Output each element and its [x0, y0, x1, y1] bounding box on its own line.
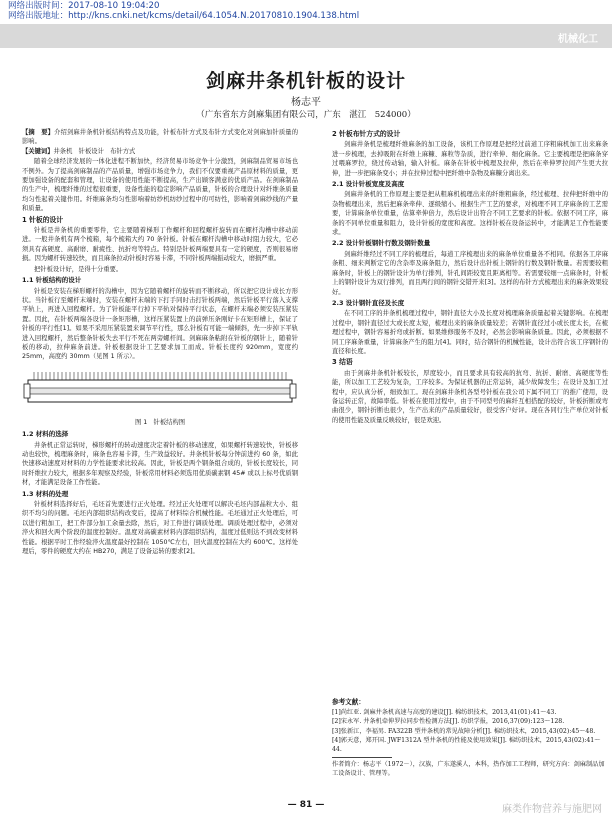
abstract — [22, 128, 298, 156]
reference-item: [2]宋永军. 井条机牵伸罗拉同步性检测方法[J]. 纺织学报，2016,37(09):123～128. — [332, 718, 565, 726]
paragraph: 剑麻井条机是梳理纤维麻条的加工设备，该机工作原理是把经过前道工序粗麻机加工出来麻条进一步梳理，去掉吸附在纤维上麻糠、麻粒等杂质，进行牵伸、细化麻条。它主要梳理是把麻条穿过喂麻罗拉，绕过传动轴，输入针板。麻条在针板中梳理及拉伸，然后在牵伸罗拉间产生更大拉伸，进一步把麻条变小；并在拉伸过程中把纤维中杂物及麻糠分离出来。 — [332, 141, 608, 177]
references — [332, 698, 608, 779]
section-2-heading: 2 针板布针方式的设计 — [332, 130, 401, 138]
paragraph: 针板材料选择好后，毛坯首先要进行正火处理。经过正火处理可以解决毛坯内部晶粒大小、组织不均匀的问题。毛坯内部组织结构改变后，提高了材料综合机械性能。毛坯通过正火处理后，可以进行粗加工，把工件部分加工余量去除，然后，对工件进行调质处理。调质处理过程中，必须对淬火和回火两个阶段的温度控制好。温度对高碳素材料内部组织结构，温度过低则达不到改变材料性能。根据平时工作经验淬火温度最好控制在 1050℃左右，回火温度控制在大约 600℃。这样处理后，零件的硬度大约在 HB270，满足了设备运转的要求[2]。 — [22, 501, 298, 556]
footnote-rule — [332, 757, 392, 758]
section-2-1-heading: 2.1 设计针板宽度及高度 — [332, 180, 405, 189]
reference-item: [4]郭天意，郑开国. JWF1312A 型井条机的性能及使用效果[J]. 棉纺织技术，2015,43(02):41～44. — [332, 736, 601, 754]
reference-item: [3]张新江，李福男. FA322B 型井条机的常见故障分析[J]. 棉纺织技术，2015,43(02):45～48. — [332, 727, 596, 735]
keywords-text: 井条机 针板设计 布针方式 — [53, 147, 136, 155]
paragraph: 井条机正常运转时，梯形螺杆的转动速度决定着针板的移动速度，如果螺杆转速较快，针板移动也较快，梳理麻条时，麻条也容易卡滞，生产效益较好。井条机针板每分钟前进约 60 条，如此快速移动速度对材料的力学性能要求比较高。因此，针板是两个钢条组合成的，针板长度较长，同时纤维拉力较大，根据多年观察及经验，针板常用材料必须选用优质碳素钢 45# 或以上标号优质钢材，才能满足设备工作性能。 — [22, 441, 298, 487]
download-meta — [8, 1, 359, 21]
paragraph: 针板是井条机的重要零件，它主要随着梯形丁作螺杆和回程螺杆旋转而在螺杆沟槽中移动前进。一般井条机有两个梳箱，每个梳箱大约 70 条针板。针板在螺杆沟槽中移动时阻力较大，它必须具有高硬度、高耐磨、耐疲性、抗折弯等特点。特别是针板两端要具有一定的硬度，否则很易磨损。因为螺杆转速较快，而且麻条拉动针板时容易卡滞，不同针板两端振动较大，磨损严重。 — [22, 227, 298, 263]
pub-addr-link[interactable]: http://kns.cnki.net/kcms/detail/64.1054.N.20170810.1904.138.html — [68, 11, 360, 21]
site-watermark: 麻类作物营养与施肥网 — [502, 804, 602, 815]
section-3-heading: 3 结语 — [332, 358, 353, 367]
section-2-3-heading: 2.3 设计钢针直径及长度 — [332, 298, 405, 307]
author-note: 作者简介：杨志平（1972－），汉族，广东遂溪人，本科，热作加工工程师，研究方向：剑麻制品加工设备设计、管理等。 — [332, 761, 605, 778]
needle-plate-drawing — [22, 366, 298, 416]
section-1-heading: 1 针板的设计 — [22, 215, 64, 224]
article-title: 剑麻井条机针板的设计 — [205, 70, 406, 92]
left-column — [22, 128, 298, 816]
paragraph: 剑麻井条机的工作原理主要是把从粗麻机梳理出来的纤维粗麻条，经过梳理、拉伸把纤维中的杂物梳理出来，然后把麻条牵伸、逐级缩小。根据生产工艺的要求，对梳理不同工序麻条的工艺需要，计算麻条单位重量，估算牵伸倍力，然后设计出符合不同工艺要求的针板。依据不同工序，麻条的不同单位重量和阻力，设计针板的宽度和高度。这样针板在设备运转中，才能满足工作性能要求。 — [332, 191, 608, 237]
article-affiliation: （广东省东方剑麻集团有限公司，广东 湛江 524000） — [196, 110, 416, 120]
abstract-text: 介绍剑麻井条机针板结构特点及功能，针板布针方式及布针方式变化对剑麻加针质量的影响。 — [22, 129, 298, 146]
pub-addr-label: 网络出版地址： — [8, 11, 69, 21]
figure-1 — [22, 366, 298, 427]
paragraph: 剑麻纤维经过不同工序的梳理后，每道工序梳理出来的麻条单位重量各不相同。依据各工序麻条粗、细来判断定它的含杂率及麻条阻力，然后设计出针板上钢针的行数及钢针数量。若需要较粗麻条时，针板上的钢针设计为单行排列，针孔间距较宽且距离相等。若需要较细一点麻条时，针板上的钢针设计为双行排列，而且两行间的钢针交错开来[3]。这样的布针方式梳理出来的麻条效果较好。 — [332, 250, 608, 296]
intro-paragraph: 随着全球经济发展的一体化进程不断加快，经济贸易市场竞争十分激烈，剑麻制品贸易市场也不例外。为了提高剑麻制品的产品质量，增强市场竞争力，我们不仅要重视产品原材料的质量，更要加强设备的配套和管理，让设备的使用性能不断提高，生产出顾客满意的优质产品。在剑麻制品的生产中，梳理纤维的过程很重要，设备性能的稳定影响产品质量，针板的合理设计对纤维条质量均匀性起着关键作用。纤维麻条均匀性影响着纺纱机纺纱过程中的可纺性，影响着剑麻纱线的产量和质量。 — [22, 158, 298, 213]
pub-time-label: 网络出版时间： — [8, 1, 69, 11]
paragraph: 把针板设计好，是得十分重要。 — [34, 265, 123, 273]
section-1-1-heading: 1.1 针板结构的设计 — [22, 276, 82, 285]
section-category: 机械化工 — [558, 34, 598, 45]
section-2-2-heading: 2.2 设计针板钢针行数及钢针数量 — [332, 239, 431, 248]
right-column — [332, 128, 608, 696]
abstract-label: 【摘 要】 — [22, 129, 55, 136]
page-number: — 81 — — [287, 800, 325, 810]
paragraph: 针板是安装在梯形螺杆的沟槽中，因为它随着螺杆的旋转而不断移动，所以把它设计成长方形状。当针板行至螺杆末端时，安装在螺杆末端的下打手同时击打针板两端，然后针板平行落入支撑平轨上，再进入回程螺杆。为了针板能平行掉下平轨对保持平行状态，在螺杆末端必须安装压紧装置。因此，在针板两端各设计一条矩形槽，这样压紧装置上的前弹压条刚好卡在矩形槽上，保证了针板的平行性[1]。如果不采用压紧装置来调节平行性，那么针板有可能一端倾斜，先一步掉下平轨进入回程螺杆，然后整条针板失去平行不死在两旁螺杆间。剑麻麻条粘附在针板的钢针上，随着针板的移动，拉伸麻条前进。针板根据设计工艺要求加工而成。针板长度约 920mm，宽度约 25mm，高度约 30mm（见图 1 所示）。 — [22, 287, 298, 361]
conclusion-paragraph: 由于剑麻井条机针板较长，厚度较小，而且要求具有较高的抗弯、抗折、耐磨、高硬度等性能，所以加工工艺较为复杂，工序较多。为保证机器的正常运转，减少故障发生；在设计及加工过程中，应认真分析，细致加工。现在剑麻井条机各型号针板在我公司下属不同工厂的推广使用，设备运转正常，故障率低。针板在使用过程中，由于不同型号的麻纤互相搭配的较好，针板折断或弯曲很少，钢针折断也很少，生产出来的产品质量较好，很受客户好评。现在各同行生产单位对针板的使用性能及质量反映较好，很是欢迎。 — [332, 369, 608, 424]
pub-time-value: 2017-08-10 19:04:20 — [68, 1, 160, 11]
figure-1-caption: 图 1 针板结构图 — [134, 418, 186, 426]
journal-header-bar — [0, 24, 612, 48]
section-1-3-heading: 1.3 材料的处理 — [22, 489, 69, 498]
section-1-2-heading: 1.2 材料的选择 — [22, 430, 69, 439]
references-heading: 参考文献： — [332, 698, 365, 706]
reference-item: [1]尚红亚. 剑麻井条机高速与高度的建设[J]. 棉纺织技术，2013,41(01):41～43. — [332, 709, 557, 717]
keywords-label: 【关键词】 — [22, 147, 54, 155]
paragraph: 在不同工序的井条机梳理过程中，钢针直径大小及长度对梳理麻条质量起着关键影响。在梳理过程中，钢针直径过大或长度太短，梳理出来的麻条质量较差；若钢针直径过小或长度太长，在梳理过程中，钢针容易折弯或折断。如果维修服务不及时，必然会影响麻条质量。因此，必须根据不同工序麻条重量，计算麻条产生的阻力[4]。同时，结合钢针的机械性能，设计出符合该工序钢针的直径和长度。 — [332, 310, 608, 355]
article-author: 杨志平 — [291, 97, 321, 108]
